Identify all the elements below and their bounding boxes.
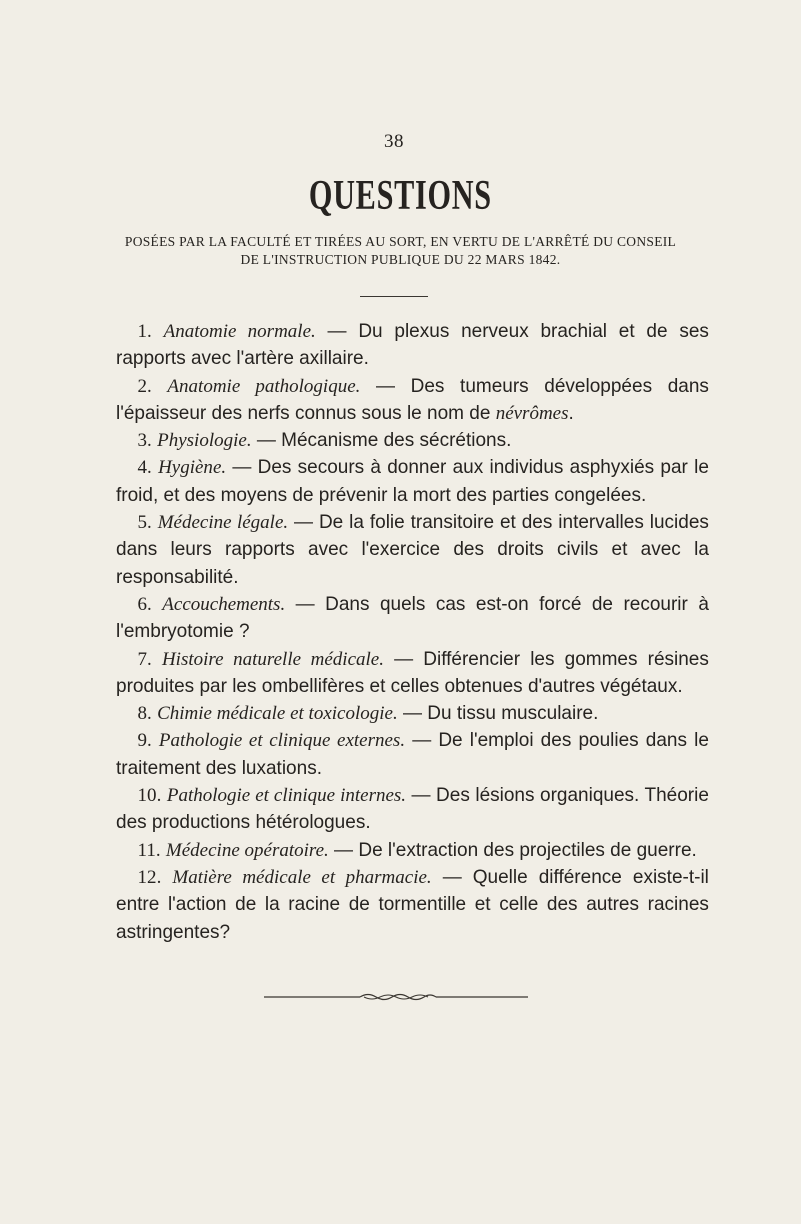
- question-number: 5.: [137, 512, 152, 534]
- question-number: 12.: [137, 866, 162, 888]
- question-text: — De la folie transitoire et des intervalles lucides dans leurs rapports avec l'exercice des droits civils et avec la responsabilité.: [116, 511, 709, 588]
- question-item: [116, 591, 709, 646]
- question-text: — Des lésions organiques. Théorie des productions hétérologues.: [116, 784, 709, 834]
- title-divider: [360, 296, 428, 297]
- question-text: — De l'extraction des projectiles de guerre.: [328, 838, 697, 861]
- page-title: QUESTIONS: [308, 173, 492, 219]
- question-subject: Pathologie et clinique internes.: [166, 785, 407, 807]
- ornament-divider: [264, 990, 528, 1004]
- question-subject: Matière médicale et pharmacie.: [172, 866, 432, 888]
- question-subject: Histoire naturelle médicale.: [161, 648, 384, 670]
- question-subject: Anatomie normale.: [163, 321, 316, 342]
- question-text: — Mécanisme des sécrétions.: [251, 429, 512, 452]
- question-item: [116, 727, 709, 782]
- question-subject: Médecine opératoire.: [165, 839, 329, 861]
- question-subject: Anatomie pathologique.: [167, 375, 361, 397]
- subtitle-line-1: POSÉES PAR LA FACULTÉ ET TIRÉES AU SORT, EN VERTU DE L'ARRÊTÉ DU CONSEIL: [124, 234, 677, 249]
- question-text: — Différencier les gommes résines produites par les ombellifères et celles obtenues d'autres végétaux.: [116, 647, 709, 697]
- question-subject: Médecine légale.: [157, 512, 289, 534]
- question-text: — Des tumeurs développées dans l'épaisseur des nerfs connus sous le nom de: [116, 374, 709, 424]
- question-text: — Dans quels cas est-on forcé de recourir à l'embryotomie ?: [116, 592, 709, 643]
- question-item: [116, 509, 709, 591]
- question-number: 3.: [137, 430, 152, 452]
- question-number: 10.: [137, 785, 162, 807]
- question-number: 8.: [137, 703, 152, 725]
- question-item: [116, 864, 709, 946]
- question-item: [116, 454, 709, 509]
- question-item: [116, 782, 709, 837]
- question-subject: Chimie médicale et toxicologie.: [157, 703, 398, 725]
- question-text: — Du plexus nerveux brachial et de ses rapports avec l'artère axillaire.: [116, 320, 709, 370]
- subtitle-line-2: DE L'INSTRUCTION PUBLIQUE DU 22 MARS 1842.: [240, 252, 561, 267]
- question-number: 1.: [137, 321, 152, 342]
- subtitle: [70, 233, 731, 269]
- questions-list: [116, 318, 709, 946]
- question-text: — De l'emploi des poulies dans le traitement des luxations.: [116, 729, 709, 779]
- question-emphasis: névrômes: [495, 402, 569, 424]
- question-number: 6.: [137, 593, 152, 615]
- question-text: — Des secours à donner aux individus asphyxiés par le froid, et des moyens de prévenir la mort des parties congelées.: [116, 456, 709, 506]
- question-number: 4.: [137, 457, 152, 479]
- question-subject: Physiologie.: [157, 430, 252, 452]
- question-number: 11.: [137, 839, 161, 861]
- question-subject: Accouchements.: [162, 593, 286, 615]
- question-item: [116, 373, 709, 428]
- question-item: [116, 700, 709, 727]
- question-text-end: .: [568, 401, 574, 424]
- question-number: 2.: [137, 375, 152, 397]
- question-number: 9.: [137, 730, 152, 752]
- question-subject: Pathologie et clinique externes.: [158, 730, 406, 752]
- question-number: 7.: [137, 648, 152, 670]
- question-item: [116, 427, 709, 454]
- question-item: [116, 837, 709, 864]
- question-item: [116, 318, 709, 373]
- question-subject: Hygiène.: [158, 457, 227, 479]
- question-text: — Quelle différence existe-t-il entre l'action de la racine de tormentille et celle des autres racines astringentes?: [116, 865, 709, 943]
- question-item: [116, 646, 709, 701]
- question-text: — Du tissu musculaire.: [397, 702, 599, 725]
- page-number: 38: [384, 131, 404, 152]
